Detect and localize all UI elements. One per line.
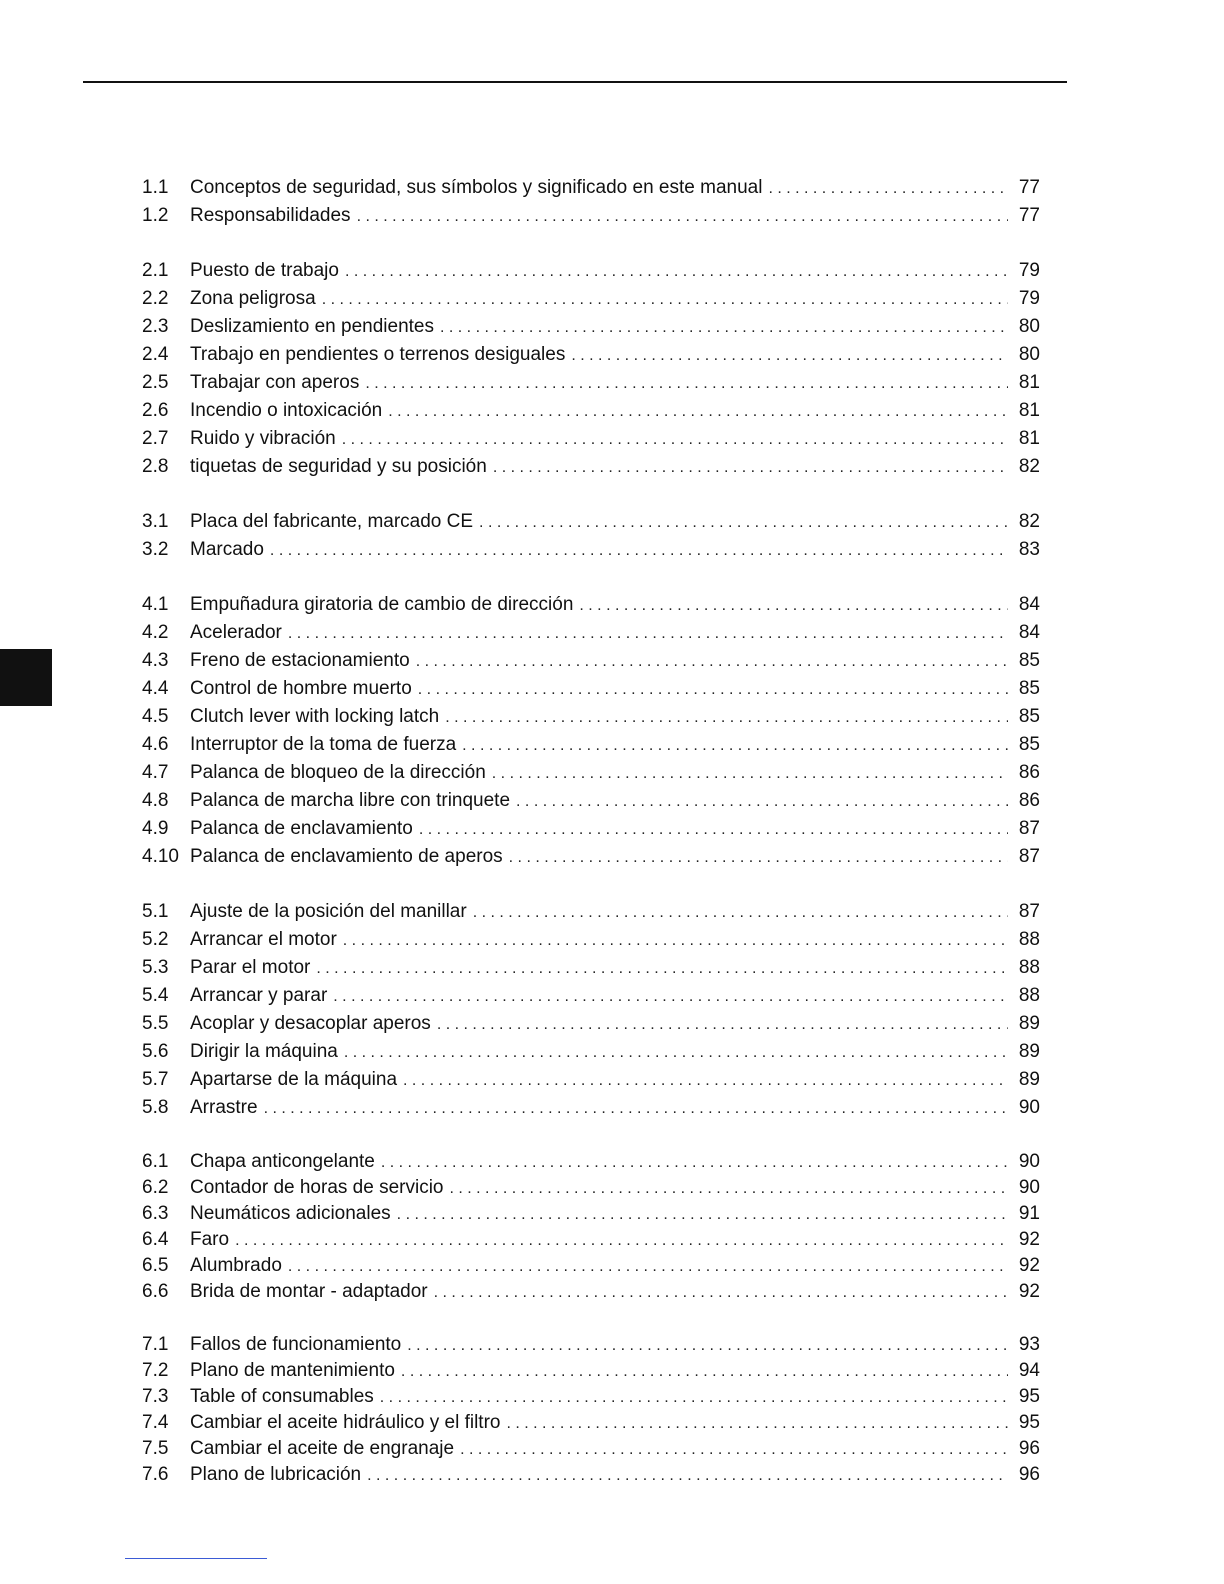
toc-entry-number: 6.1 xyxy=(142,1151,169,1172)
toc-dot-leader xyxy=(419,816,1008,844)
toc-entry-title: Arrastre xyxy=(190,1097,258,1118)
toc-entry-title: Responsabilidades xyxy=(190,205,351,226)
toc-entry-number: 4.8 xyxy=(142,790,169,811)
toc-dot-leader xyxy=(492,760,1008,788)
toc-entry[interactable] xyxy=(142,954,1040,982)
toc-entry-page: 90 xyxy=(1018,1177,1040,1198)
toc-entry-title: Palanca de enclavamiento xyxy=(190,818,413,839)
table-of-contents xyxy=(142,174,1040,1488)
toc-entry[interactable] xyxy=(142,313,1040,341)
toc-entry-page: 82 xyxy=(1018,511,1040,532)
toc-dot-leader xyxy=(344,1039,1008,1067)
toc-entry-number: 5.6 xyxy=(142,1041,169,1062)
toc-entry-number: 2.4 xyxy=(142,344,169,365)
toc-entry-page: 79 xyxy=(1018,260,1040,281)
toc-dot-leader xyxy=(440,314,1008,342)
toc-entry-number: 1.1 xyxy=(142,177,169,198)
toc-entry-page: 86 xyxy=(1018,790,1040,811)
toc-entry[interactable] xyxy=(142,453,1040,481)
toc-entry[interactable] xyxy=(142,202,1040,230)
toc-entry-title: Trabajo en pendientes o terrenos desiguales xyxy=(190,344,566,365)
toc-entry-number: 4.10 xyxy=(142,846,179,867)
toc-entry-page: 92 xyxy=(1018,1229,1040,1250)
toc-entry-number: 2.2 xyxy=(142,288,169,309)
toc-entry-title: Incendio o intoxicación xyxy=(190,400,383,421)
toc-dot-leader xyxy=(380,1385,1008,1411)
toc-entry-page: 90 xyxy=(1018,1097,1040,1118)
toc-entry-number: 4.5 xyxy=(142,706,169,727)
toc-entry-page: 84 xyxy=(1018,594,1040,615)
toc-entry-title: Plano de lubricación xyxy=(190,1464,362,1485)
toc-entry[interactable] xyxy=(142,1201,1040,1227)
toc-entry-page: 95 xyxy=(1018,1386,1040,1407)
toc-entry-page: 89 xyxy=(1018,1041,1040,1062)
toc-entry-page: 77 xyxy=(1018,205,1040,226)
toc-dot-leader xyxy=(401,1359,1008,1385)
toc-entry[interactable] xyxy=(142,1332,1040,1358)
toc-entry-page: 96 xyxy=(1018,1464,1040,1485)
toc-dot-leader xyxy=(445,704,1008,732)
toc-entry[interactable] xyxy=(142,815,1040,843)
toc-entry-title: Arrancar y parar xyxy=(190,985,328,1006)
toc-entry-page: 90 xyxy=(1018,1151,1040,1172)
toc-entry[interactable] xyxy=(142,1436,1040,1462)
toc-entry-page: 77 xyxy=(1018,177,1040,198)
toc-entry-number: 6.4 xyxy=(142,1229,169,1250)
toc-dot-leader xyxy=(381,1150,1008,1176)
toc-group-4 xyxy=(142,591,1040,871)
toc-entry-title: Faro xyxy=(190,1229,230,1250)
toc-dot-leader xyxy=(342,426,1008,454)
toc-entry-title: Interruptor de la toma de fuerza xyxy=(190,734,457,755)
toc-entry-title: Apartarse de la máquina xyxy=(190,1069,398,1090)
toc-entry[interactable] xyxy=(142,257,1040,285)
toc-entry-title: Acoplar y desacoplar aperos xyxy=(190,1013,431,1034)
toc-entry-title: Dirigir la máquina xyxy=(190,1041,338,1062)
toc-dot-leader xyxy=(407,1333,1008,1359)
toc-entry-title: Clutch lever with locking latch xyxy=(190,706,440,727)
toc-entry-page: 81 xyxy=(1018,372,1040,393)
footer-link-underline xyxy=(125,1558,267,1559)
toc-entry-page: 94 xyxy=(1018,1360,1040,1381)
toc-entry-title: Palanca de marcha libre con trinquete xyxy=(190,790,511,811)
toc-entry[interactable] xyxy=(142,536,1040,564)
toc-entry-number: 4.9 xyxy=(142,818,169,839)
toc-entry-title: Cambiar el aceite de engranaje xyxy=(190,1438,455,1459)
toc-dot-leader xyxy=(270,537,1008,565)
toc-entry-title: Conceptos de seguridad, sus símbolos y significado en este manual xyxy=(190,177,763,198)
toc-entry-number: 2.3 xyxy=(142,316,169,337)
toc-dot-leader xyxy=(397,1202,1008,1228)
toc-entry[interactable] xyxy=(142,843,1040,871)
toc-entry[interactable] xyxy=(142,1227,1040,1253)
toc-entry[interactable] xyxy=(142,1149,1040,1175)
toc-entry-number: 4.4 xyxy=(142,678,169,699)
toc-group-3 xyxy=(142,508,1040,564)
toc-entry-title: Neumáticos adicionales xyxy=(190,1203,391,1224)
toc-entry-page: 80 xyxy=(1018,344,1040,365)
header-rule xyxy=(83,81,1067,83)
toc-entry[interactable] xyxy=(142,1010,1040,1038)
toc-dot-leader xyxy=(403,1067,1008,1095)
toc-dot-leader xyxy=(343,927,1008,955)
toc-entry[interactable] xyxy=(142,1358,1040,1384)
toc-entry[interactable] xyxy=(142,1094,1040,1122)
toc-dot-leader xyxy=(357,203,1008,231)
toc-entry[interactable] xyxy=(142,341,1040,369)
toc-entry-title: Palanca de bloqueo de la dirección xyxy=(190,762,486,783)
group-spacer xyxy=(142,1122,1040,1149)
toc-entry[interactable] xyxy=(142,982,1040,1010)
toc-dot-leader xyxy=(388,398,1008,426)
toc-entry-title: Brida de montar - adaptador xyxy=(190,1281,428,1302)
toc-entry-page: 89 xyxy=(1018,1013,1040,1034)
toc-entry-page: 83 xyxy=(1018,539,1040,560)
toc-entry-page: 88 xyxy=(1018,985,1040,1006)
toc-dot-leader xyxy=(460,1437,1008,1463)
toc-dot-leader xyxy=(768,175,1008,203)
toc-entry-title: Freno de estacionamiento xyxy=(190,650,410,671)
toc-entry-number: 5.5 xyxy=(142,1013,169,1034)
toc-entry-title: Control de hombre muerto xyxy=(190,678,412,699)
toc-entry-title: Arrancar el motor xyxy=(190,929,337,950)
toc-entry-title: Placa del fabricante, marcado CE xyxy=(190,511,474,532)
toc-entry-title: Puesto de trabajo xyxy=(190,260,339,281)
toc-entry[interactable] xyxy=(142,675,1040,703)
toc-entry-number: 5.3 xyxy=(142,957,169,978)
toc-entry-page: 81 xyxy=(1018,400,1040,421)
toc-entry-title: Contador de horas de servicio xyxy=(190,1177,444,1198)
toc-entry-page: 82 xyxy=(1018,456,1040,477)
toc-entry-number: 6.3 xyxy=(142,1203,169,1224)
toc-dot-leader xyxy=(437,1011,1008,1039)
toc-entry[interactable] xyxy=(142,1410,1040,1436)
toc-entry-title: Zona peligrosa xyxy=(190,288,316,309)
toc-entry-title: Trabajar con aperos xyxy=(190,372,360,393)
toc-entry-title: tiquetas de seguridad y su posición xyxy=(190,456,487,477)
toc-entry-number: 1.2 xyxy=(142,205,169,226)
group-spacer xyxy=(142,871,1040,898)
toc-group-6 xyxy=(142,1149,1040,1305)
toc-dot-leader xyxy=(462,732,1008,760)
toc-dot-leader xyxy=(509,844,1008,872)
toc-entry-number: 2.1 xyxy=(142,260,169,281)
toc-entry-number: 4.6 xyxy=(142,734,169,755)
toc-entry-title: Cambiar el aceite hidráulico y el filtro xyxy=(190,1412,501,1433)
toc-entry-page: 91 xyxy=(1018,1203,1040,1224)
group-spacer xyxy=(142,481,1040,508)
toc-entry-number: 7.6 xyxy=(142,1464,169,1485)
toc-entry[interactable] xyxy=(142,1038,1040,1066)
toc-entry-page: 79 xyxy=(1018,288,1040,309)
toc-entry-number: 2.5 xyxy=(142,372,169,393)
toc-entry-number: 4.1 xyxy=(142,594,169,615)
toc-entry-title: Ruido y vibración xyxy=(190,428,336,449)
toc-entry[interactable] xyxy=(142,369,1040,397)
toc-entry-page: 84 xyxy=(1018,622,1040,643)
toc-entry-number: 7.4 xyxy=(142,1412,169,1433)
toc-entry-number: 7.5 xyxy=(142,1438,169,1459)
toc-group-5 xyxy=(142,898,1040,1122)
toc-entry-title: Acelerador xyxy=(190,622,282,643)
toc-entry-number: 7.3 xyxy=(142,1386,169,1407)
toc-entry-number: 3.2 xyxy=(142,539,169,560)
toc-entry-page: 95 xyxy=(1018,1412,1040,1433)
toc-entry-number: 2.8 xyxy=(142,456,169,477)
toc-dot-leader xyxy=(333,983,1008,1011)
toc-entry-page: 86 xyxy=(1018,762,1040,783)
toc-dot-leader xyxy=(571,342,1008,370)
toc-entry-title: Ajuste de la posición del manillar xyxy=(190,901,467,922)
toc-entry[interactable] xyxy=(142,1175,1040,1201)
toc-dot-leader xyxy=(288,1254,1008,1280)
toc-entry-page: 87 xyxy=(1018,846,1040,867)
toc-dot-leader xyxy=(449,1176,1008,1202)
toc-dot-leader xyxy=(418,676,1008,704)
toc-entry-title: Empuñadura giratoria de cambio de dirección xyxy=(190,594,574,615)
toc-entry[interactable] xyxy=(142,759,1040,787)
toc-entry-number: 5.7 xyxy=(142,1069,169,1090)
toc-entry-title: Fallos de funcionamiento xyxy=(190,1334,402,1355)
toc-entry-number: 5.4 xyxy=(142,985,169,1006)
toc-entry-number: 7.2 xyxy=(142,1360,169,1381)
chapter-thumb-tab xyxy=(0,649,52,706)
toc-entry-number: 5.1 xyxy=(142,901,169,922)
toc-dot-leader xyxy=(288,620,1008,648)
toc-entry-page: 85 xyxy=(1018,650,1040,671)
toc-entry[interactable] xyxy=(142,508,1040,536)
toc-entry-page: 92 xyxy=(1018,1281,1040,1302)
toc-entry-number: 4.3 xyxy=(142,650,169,671)
toc-entry-number: 2.7 xyxy=(142,428,169,449)
toc-entry-number: 6.5 xyxy=(142,1255,169,1276)
toc-entry-number: 4.7 xyxy=(142,762,169,783)
toc-dot-leader xyxy=(345,258,1008,286)
toc-dot-leader xyxy=(516,788,1008,816)
toc-entry-page: 85 xyxy=(1018,734,1040,755)
toc-entry-number: 4.2 xyxy=(142,622,169,643)
toc-dot-leader xyxy=(264,1095,1008,1123)
toc-dot-leader xyxy=(416,648,1008,676)
toc-entry-page: 89 xyxy=(1018,1069,1040,1090)
toc-entry-title: Plano de mantenimiento xyxy=(190,1360,395,1381)
toc-entry-page: 93 xyxy=(1018,1334,1040,1355)
toc-entry-page: 81 xyxy=(1018,428,1040,449)
toc-dot-leader xyxy=(479,509,1008,537)
toc-entry[interactable] xyxy=(142,898,1040,926)
toc-entry-page: 87 xyxy=(1018,818,1040,839)
toc-entry[interactable] xyxy=(142,174,1040,202)
toc-dot-leader xyxy=(235,1228,1008,1254)
toc-entry-number: 6.6 xyxy=(142,1281,169,1302)
toc-group-7 xyxy=(142,1332,1040,1488)
toc-entry-page: 85 xyxy=(1018,706,1040,727)
toc-entry[interactable] xyxy=(142,397,1040,425)
toc-entry-number: 2.6 xyxy=(142,400,169,421)
toc-group-1 xyxy=(142,174,1040,230)
toc-entry-title: Chapa anticongelante xyxy=(190,1151,375,1172)
toc-dot-leader xyxy=(434,1280,1008,1306)
toc-entry-number: 5.2 xyxy=(142,929,169,950)
toc-entry[interactable] xyxy=(142,619,1040,647)
toc-entry-number: 6.2 xyxy=(142,1177,169,1198)
toc-entry[interactable] xyxy=(142,787,1040,815)
group-spacer xyxy=(142,1305,1040,1332)
toc-entry-page: 87 xyxy=(1018,901,1040,922)
toc-entry-page: 85 xyxy=(1018,678,1040,699)
toc-entry[interactable] xyxy=(142,1384,1040,1410)
toc-entry-title: Deslizamiento en pendientes xyxy=(190,316,434,337)
toc-entry[interactable] xyxy=(142,591,1040,619)
toc-entry-page: 80 xyxy=(1018,316,1040,337)
toc-entry[interactable] xyxy=(142,1279,1040,1305)
toc-dot-leader xyxy=(473,899,1008,927)
toc-dot-leader xyxy=(322,286,1008,314)
toc-entry-title: Palanca de enclavamiento de aperos xyxy=(190,846,503,867)
toc-entry-number: 7.1 xyxy=(142,1334,169,1355)
toc-entry-page: 96 xyxy=(1018,1438,1040,1459)
toc-group-2 xyxy=(142,257,1040,481)
group-spacer xyxy=(142,230,1040,257)
toc-entry-page: 92 xyxy=(1018,1255,1040,1276)
toc-entry-title: Parar el motor xyxy=(190,957,311,978)
toc-dot-leader xyxy=(365,370,1008,398)
toc-entry[interactable] xyxy=(142,926,1040,954)
toc-dot-leader xyxy=(367,1463,1008,1489)
toc-dot-leader xyxy=(579,592,1008,620)
toc-entry[interactable] xyxy=(142,703,1040,731)
toc-entry-title: Table of consumables xyxy=(190,1386,374,1407)
toc-entry[interactable] xyxy=(142,1066,1040,1094)
toc-entry-number: 3.1 xyxy=(142,511,169,532)
toc-entry[interactable] xyxy=(142,647,1040,675)
toc-entry-number: 5.8 xyxy=(142,1097,169,1118)
toc-entry[interactable] xyxy=(142,425,1040,453)
group-spacer xyxy=(142,564,1040,591)
toc-dot-leader xyxy=(506,1411,1008,1437)
toc-entry[interactable] xyxy=(142,285,1040,313)
toc-entry[interactable] xyxy=(142,1253,1040,1279)
toc-entry-page: 88 xyxy=(1018,929,1040,950)
toc-entry-title: Marcado xyxy=(190,539,264,560)
toc-entry-page: 88 xyxy=(1018,957,1040,978)
toc-dot-leader xyxy=(316,955,1008,983)
toc-dot-leader xyxy=(493,454,1008,482)
toc-entry-title: Alumbrado xyxy=(190,1255,282,1276)
toc-entry[interactable] xyxy=(142,731,1040,759)
toc-entry[interactable] xyxy=(142,1462,1040,1488)
